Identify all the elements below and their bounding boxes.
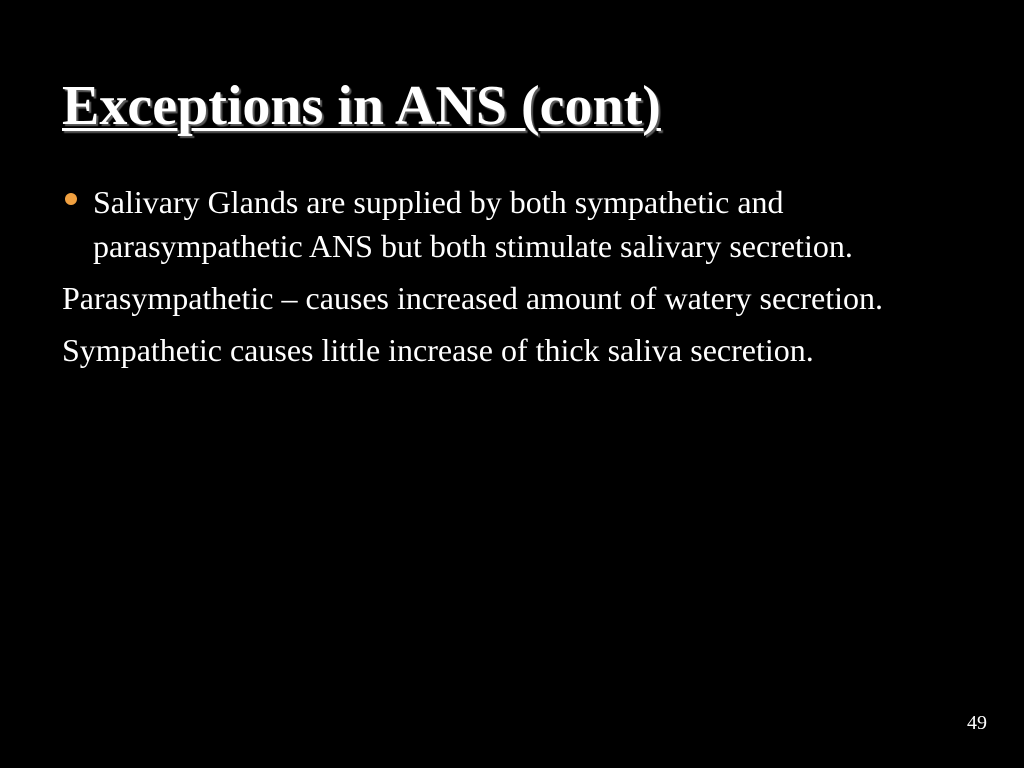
- body-paragraph: Parasympathetic – causes increased amount of watery secretion.: [62, 280, 884, 316]
- bullet-item-text: Salivary Glands are supplied by both sympathetic and parasympathetic ANS but both stimulate salivary secretion.: [93, 184, 853, 264]
- bullet-dot-icon: [65, 193, 77, 205]
- slide-title: Exceptions in ANS (cont): [62, 75, 661, 137]
- bullet-item: [62, 180, 962, 268]
- slide-body: [62, 180, 962, 380]
- slide-number: 49: [967, 712, 987, 734]
- body-paragraph: Sympathetic causes little increase of thick saliva secretion.: [62, 332, 814, 368]
